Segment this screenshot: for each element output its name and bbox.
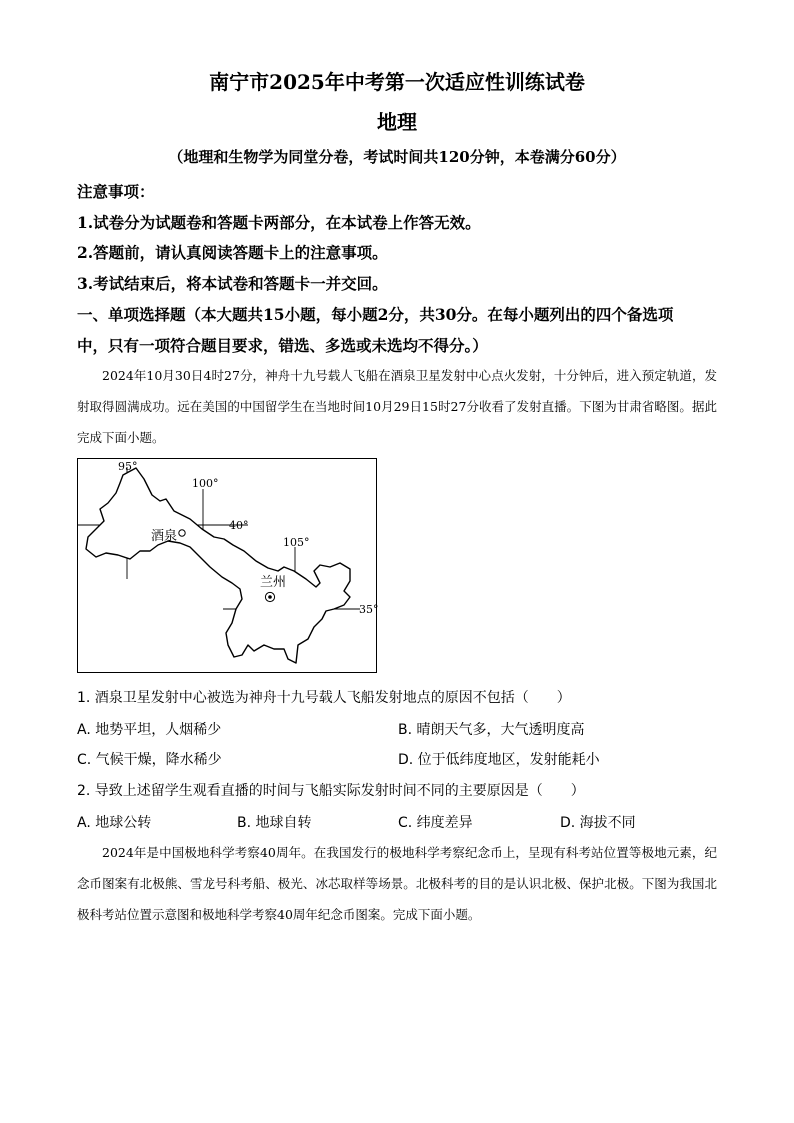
subject-title: 地理	[377, 110, 417, 134]
instruction-item: 3.考试结束后，将本试卷和答题卡一并交回。	[77, 274, 388, 293]
lon-100-label: 100°	[192, 477, 219, 490]
instruction-item: 2.答题前，请认真阅读答题卡上的注意事项。	[77, 243, 388, 262]
section-heading-cont: 中，只有一项符合题目要求，错选、多选或未选均不得分。）	[77, 336, 488, 355]
gansu-map-svg	[78, 459, 379, 672]
instructions-heading: 注意事项：	[77, 182, 155, 201]
jiuquan-marker	[179, 530, 185, 536]
q1-option-c[interactable]: C. 气候干燥，降水稀少	[77, 752, 222, 768]
q1-option-d[interactable]: D. 位于低纬度地区，发射能耗小	[398, 752, 600, 768]
jiuquan-label: 酒泉	[151, 529, 178, 544]
question-1-stem: 1. 酒泉卫星发射中心被选为神舟十九号载人飞船发射地点的原因不包括（ ）	[77, 690, 571, 706]
exam-title: 南宁市2025年中考第一次适应性训练试卷	[209, 70, 585, 94]
exam-note: （地理和生物学为同堂分卷，考试时间共120分钟，本卷满分60分）	[168, 148, 626, 166]
lon-105-label: 105°	[283, 536, 310, 549]
lon-95-label: 95°	[118, 460, 138, 473]
lanzhou-marker-inner	[268, 595, 272, 599]
q2-option-c[interactable]: C. 纬度差异	[398, 815, 473, 831]
instruction-item: 1.试卷分为试题卷和答题卡两部分，在本试卷上作答无效。	[77, 213, 481, 232]
gansu-outline	[86, 468, 350, 663]
question-2-stem: 2. 导致上述留学生观看直播的时间与飞船实际发射时间不同的主要原因是（ ）	[77, 783, 585, 799]
passage-2: 2024年是中国极地科学考察40周年。在我国发行的极地科学考察纪念币上，呈现有科考站位置等极地元素，纪念币图案有北极熊、雪龙号科考船、极光、冰芯取样等场景。北极科考的目的是认识北极、保护北极。下图为我国北极科考站位置示意图和极地科学考察40周年纪念币图案。完成下面小题。	[77, 845, 717, 922]
q1-option-b[interactable]: B. 晴朗天气多，大气透明度高	[398, 722, 585, 738]
gansu-map	[77, 458, 377, 673]
lat-40-label: 40°	[229, 519, 249, 532]
passage-1: 2024年10月30日4时27分，神舟十九号载人飞船在酒泉卫星发射中心点火发射，十分钟后，进入预定轨道，发射取得圆满成功。远在美国的中国留学生在当地时间10月29日15时27分收看了发射直播。下图为甘肃省略图。据此完成下面小题。	[77, 368, 717, 445]
lat-35-label: 35°	[359, 603, 379, 616]
q1-option-a[interactable]: A. 地势平坦，人烟稀少	[77, 722, 222, 738]
q2-option-b[interactable]: B. 地球自转	[237, 815, 312, 831]
section-heading: 一、单项选择题（本大题共15小题，每小题2分，共30分。在每小题列出的四个备选项	[77, 305, 674, 324]
lanzhou-label: 兰州	[260, 575, 287, 590]
q2-option-d[interactable]: D. 海拔不同	[560, 815, 636, 831]
q2-option-a[interactable]: A. 地球公转	[77, 815, 152, 831]
